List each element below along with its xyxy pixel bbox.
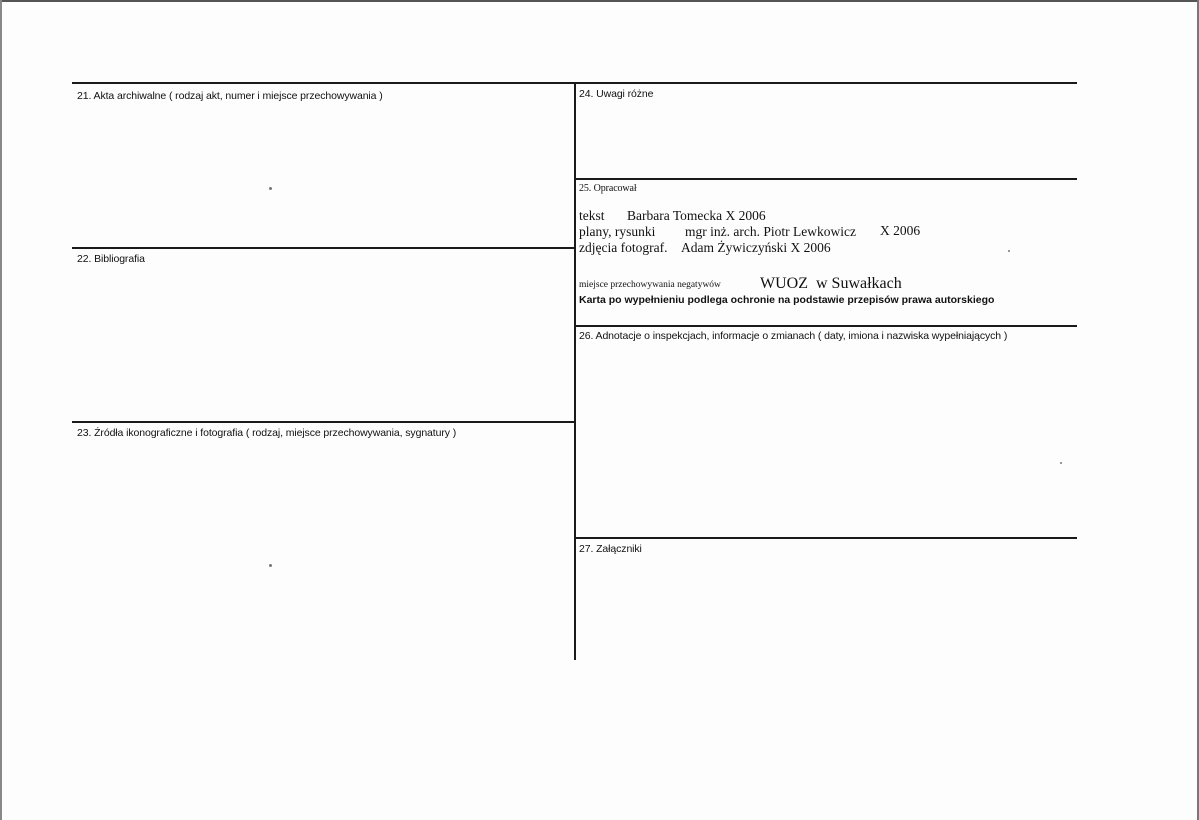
page-left-edge [0,0,2,820]
rule-adnotacje [575,325,1077,327]
section-adnotacje-label: 26. Adnotacje o inspekcjach, informacje o zmianach ( daty, imiona i nazwiska wypełniających ) [579,330,1008,342]
section-akta-archiwalne-label: 21. Akta archiwalne ( rodzaj akt, numer i miejsce przechowywania ) [77,90,383,102]
rule-zalaczniki [575,537,1077,539]
section-bibliografia-label: 22. Bibliografia [77,253,145,265]
rule-bibliografia [72,247,575,249]
negatywy-value: WUOZ w Suwałkach [760,275,902,292]
scan-speck [1060,462,1062,464]
section-opracowal-label: 25. Opracował [579,183,637,194]
tekst-label: tekst [579,208,605,223]
scan-speck [269,187,272,190]
section-zalaczniki-label: 27. Załączniki [579,543,642,555]
plany-value: mgr inż. arch. Piotr Lewkowicz [685,224,856,239]
copyright-notice: Karta po wypełnieniu podlega ochronie na podstawie przepisów prawa autorskiego [579,294,995,306]
scan-speck [269,564,272,567]
rule-opracowal [575,178,1077,180]
scan-speck [1008,250,1010,252]
column-divider [574,82,576,660]
zdjecia-value: Adam Żywiczyński X 2006 [681,240,831,255]
zdjecia-label: zdjęcia fotograf. [579,240,668,255]
negatywy-label: miejsce przechowywania negatywów [579,280,721,290]
section-uwagi-rozne-label: 24. Uwagi różne [579,88,654,100]
plany-date: X 2006 [880,223,921,238]
section-zrodla-ikonograficzne-label: 23. Źródła ikonograficzne i fotografia ( rodzaj, miejsce przechowywania, sygnatury ) [77,427,457,439]
page-top-edge [0,0,1199,2]
plany-label: plany, rysunki [579,224,656,239]
tekst-value: Barbara Tomecka X 2006 [627,208,766,223]
rule-zrodla [72,421,575,423]
